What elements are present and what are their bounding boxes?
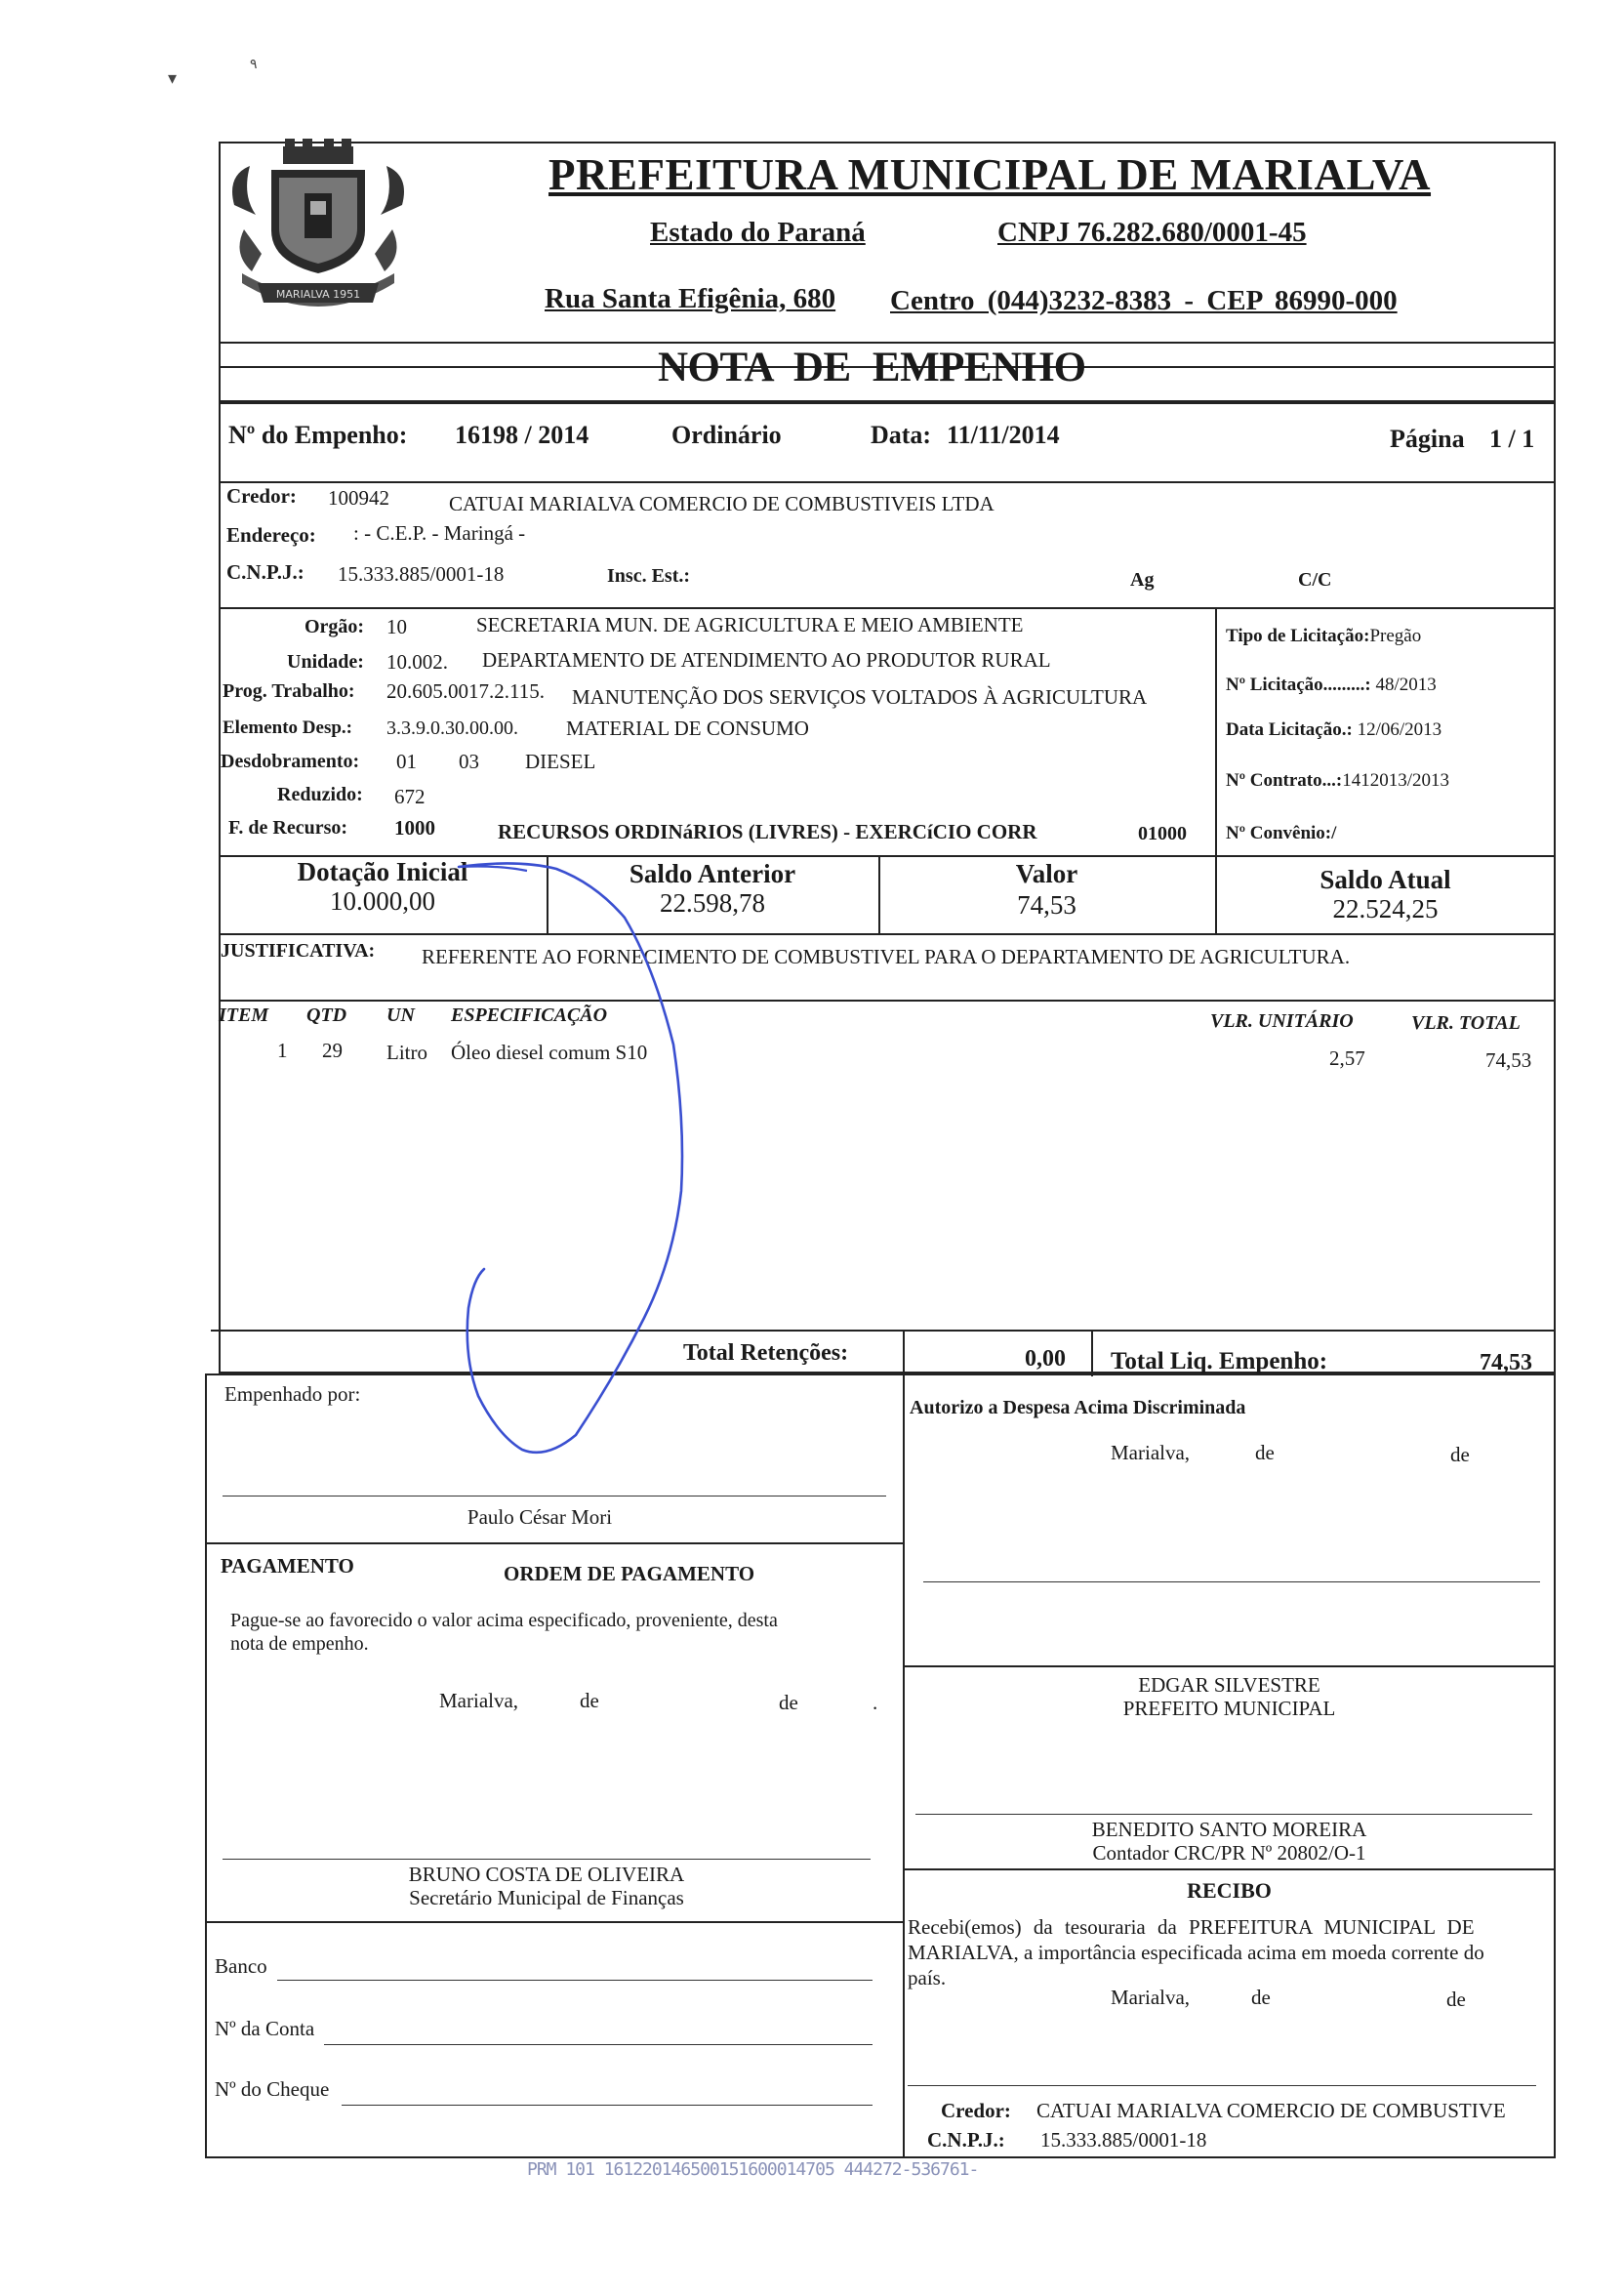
item-number: 1 xyxy=(277,1039,288,1062)
reduzido-code: 672 xyxy=(394,785,426,808)
recibo-signature-line xyxy=(908,2085,1536,2086)
fonte-recurso-code: 1000 xyxy=(394,816,435,840)
desdobramento-code2: 03 xyxy=(459,750,479,773)
empenhado-name: Paulo César Mori xyxy=(467,1505,613,1529)
agency-label: Ag xyxy=(1130,569,1155,591)
prog-trabalho-code: 20.605.0017.2.115. xyxy=(386,679,545,703)
municipality-cnpj: CNPJ 76.282.680/0001-45 xyxy=(997,217,1307,248)
secretary-signature-line xyxy=(223,1859,871,1860)
mayor-signature-line xyxy=(923,1581,1540,1582)
autorizo-city: Marialva, xyxy=(1111,1441,1191,1464)
secretary-title: Secretário Municipal de Finanças xyxy=(409,1886,684,1909)
elemento-label: Elemento Desp.: xyxy=(223,718,352,738)
banco-label: Banco xyxy=(215,1954,267,1978)
col-header-qtd: QTD xyxy=(306,1004,347,1026)
municipality-title: PREFEITURA MUNICIPAL DE MARIALVA xyxy=(548,150,1432,199)
saldo-anterior-label: Saldo Anterior xyxy=(629,859,796,888)
scan-mark: ٩ xyxy=(250,57,258,72)
elemento-desc: MATERIAL DE CONSUMO xyxy=(566,717,809,740)
recibo-de-2: de xyxy=(1446,1988,1466,2011)
state-name: Estado do Paraná xyxy=(650,217,866,248)
orgao-label: Orgão: xyxy=(304,616,365,637)
data-licitacao-label: Data Licitação.: 12/06/2013 xyxy=(1226,719,1442,740)
desdobramento-desc: DIESEL xyxy=(525,750,596,773)
pagamento-label: PAGAMENTO xyxy=(221,1554,354,1578)
credor-name: CATUAI MARIALVA COMERCIO DE COMBUSTIVEIS LTDA xyxy=(449,492,995,515)
empenhado-label: Empenhado por: xyxy=(224,1382,361,1406)
document-title: NOTA DE EMPENHO xyxy=(658,345,1086,390)
account-label: C/C xyxy=(1298,569,1332,591)
contrato-label: Nº Contrato...:1412013/2013 xyxy=(1226,770,1449,791)
fonte-recurso-label: F. de Recurso: xyxy=(228,817,348,839)
convenio-label: Nº Convênio:/ xyxy=(1226,823,1337,843)
processing-stamp: PRM 101 161220146500151600014705 444272-536761- xyxy=(527,2159,979,2180)
data-licitacao: 12/06/2013 xyxy=(1357,719,1442,740)
total-retencoes-value: 0,00 xyxy=(1025,1346,1066,1372)
credor-cnpj: 15.333.885/0001-18 xyxy=(338,562,505,586)
item-un: Litro xyxy=(386,1041,427,1064)
recibo-line-2: MARIALVA, a importância especificada acima em moeda corrente do xyxy=(908,1941,1484,1964)
justificativa-label: JUSTIFICATIVA: xyxy=(221,940,376,962)
total-liq-value: 74,53 xyxy=(1480,1350,1532,1375)
divider xyxy=(219,481,1556,483)
pagamento-de-2: de xyxy=(779,1691,798,1714)
item-especificacao: Óleo diesel comum S10 xyxy=(451,1041,648,1064)
divider xyxy=(219,1000,1556,1002)
empenho-number: 16198 / 2014 xyxy=(455,421,589,449)
svg-text:MARIALVA 1951: MARIALVA 1951 xyxy=(275,288,361,301)
banco-line xyxy=(277,1980,873,1981)
divider xyxy=(903,1868,1556,1870)
divider xyxy=(1215,607,1217,855)
address-rest: Centro (044)3232-8383 - CEP 86990-000 xyxy=(890,285,1398,316)
divider xyxy=(219,933,1556,935)
num-licitacao-label: Nº Licitação.........: 48/2013 xyxy=(1226,675,1437,695)
empenho-date: 11/11/2014 xyxy=(947,421,1060,449)
scan-mark: ▾ xyxy=(168,68,178,89)
divider xyxy=(205,1542,903,1544)
accountant-signature-line xyxy=(915,1814,1532,1815)
col-header-especificacao: ESPECIFICAÇÃO xyxy=(451,1004,608,1026)
saldo-atual-value: 22.524,25 xyxy=(1332,894,1439,923)
justificativa-text: REFERENTE AO FORNECIMENTO DE COMBUSTIVEL PARA O DEPARTAMENTO DE AGRICULTURA. xyxy=(422,945,1351,968)
recibo-credor-label: Credor: xyxy=(941,2099,1011,2122)
col-header-un: UN xyxy=(386,1004,415,1026)
secretary-name: BRUNO COSTA DE OLIVEIRA xyxy=(408,1863,685,1886)
divider xyxy=(205,1921,903,1923)
recibo-city: Marialva, xyxy=(1111,1986,1191,2009)
dotacao-inicial-label: Dotação Inicial xyxy=(297,857,468,886)
handwritten-signature xyxy=(429,849,742,1474)
mayor-name: EDGAR SILVESTRE xyxy=(1138,1673,1320,1697)
recibo-cnpj-label: C.N.P.J.: xyxy=(927,2128,1005,2152)
fonte-recurso-desc: RECURSOS ORDINáRIOS (LIVRES) - EXERCíCIO CORR xyxy=(498,820,1037,843)
unidade-label: Unidade: xyxy=(287,651,364,673)
col-header-item: ITEM xyxy=(219,1004,269,1026)
saldo-atual-label: Saldo Atual xyxy=(1320,865,1451,894)
desdobramento-code1: 01 xyxy=(396,750,417,773)
pagamento-text-2: nota de empenho. xyxy=(230,1633,369,1655)
col-header-vlr-unitario: VLR. UNITÁRIO xyxy=(1210,1010,1354,1032)
cheque-label: Nº do Cheque xyxy=(215,2077,330,2101)
item-vlr-unitario: 2,57 xyxy=(1329,1046,1365,1070)
coat-of-arms-logo xyxy=(223,137,414,332)
pagamento-dot: . xyxy=(873,1691,878,1714)
divider xyxy=(903,1330,905,1376)
unidade-desc: DEPARTAMENTO DE ATENDIMENTO AO PRODUTOR RURAL xyxy=(482,648,1051,672)
autorizo-label: Autorizo a Despesa Acima Discriminada xyxy=(910,1397,1246,1418)
page-label: Página xyxy=(1390,425,1465,453)
total-liq-label: Total Liq. Empenho: xyxy=(1111,1348,1328,1374)
endereco-label: Endereço: xyxy=(226,523,316,547)
pagamento-city: Marialva, xyxy=(439,1689,519,1712)
divider xyxy=(219,607,1556,609)
col-header-vlr-total: VLR. TOTAL xyxy=(1411,1012,1521,1034)
cheque-line xyxy=(342,2105,873,2106)
accountant-name: BENEDITO SANTO MOREIRA xyxy=(1091,1818,1367,1841)
tipo-licitacao-label: Tipo de Licitação:Pregão xyxy=(1226,626,1422,646)
total-retencoes-label: Total Retenções: xyxy=(683,1340,849,1366)
recibo-line-3: país. xyxy=(908,1966,947,1989)
divider xyxy=(1091,1330,1093,1376)
elemento-code: 3.3.9.0.30.00.00. xyxy=(386,718,518,739)
divider xyxy=(903,1665,1556,1667)
contrato-number: 1412013/2013 xyxy=(1342,770,1449,791)
recibo-label: RECIBO xyxy=(1187,1878,1272,1903)
recibo-credor-name: CATUAI MARIALVA COMERCIO DE COMBUSTIVE xyxy=(1036,2099,1506,2122)
item-vlr-total: 74,53 xyxy=(1485,1048,1532,1072)
conta-label: Nº da Conta xyxy=(215,2017,315,2040)
street-address: Rua Santa Efigênia, 680 xyxy=(545,283,836,314)
item-qtd: 29 xyxy=(322,1039,343,1062)
dotacao-inicial-value: 10.000,00 xyxy=(330,886,435,916)
valor-value: 74,53 xyxy=(1017,890,1076,920)
credor-cnpj-label: C.N.P.J.: xyxy=(226,560,304,584)
credor-code: 100942 xyxy=(328,486,389,510)
recibo-cnpj: 15.333.885/0001-18 xyxy=(1040,2128,1207,2152)
mayor-title: PREFEITO MUNICIPAL xyxy=(1122,1697,1336,1720)
conta-line xyxy=(324,2044,873,2045)
empenho-number-label: Nº do Empenho: xyxy=(228,421,408,449)
num-licitacao: 48/2013 xyxy=(1375,675,1437,695)
prog-trabalho-desc: MANUTENÇÃO DOS SERVIÇOS VOLTADOS À AGRICULTURA xyxy=(572,685,1148,709)
insc-est-label: Insc. Est.: xyxy=(607,565,691,587)
tipo-licitacao: Pregão xyxy=(1369,626,1422,646)
page-number: 1 / 1 xyxy=(1489,425,1535,453)
fonte-recurso-num: 01000 xyxy=(1138,823,1187,844)
autorizo-de-1: de xyxy=(1255,1441,1275,1464)
recibo-line-1: Recebi(emos) da tesouraria da PREFEITURA MUNICIPAL DE xyxy=(908,1915,1475,1939)
unidade-code: 10.002. xyxy=(386,650,448,674)
pagamento-text-1: Pague-se ao favorecido o valor acima especificado, proveniente, desta xyxy=(230,1610,778,1631)
empenho-date-label: Data: xyxy=(871,421,932,449)
divider xyxy=(903,1374,905,2158)
endereco-value: : - C.E.P. - Maringá - xyxy=(353,521,526,545)
credor-label: Credor: xyxy=(226,484,297,508)
desdobramento-label: Desdobramento: xyxy=(221,751,360,772)
divider xyxy=(211,1330,1556,1332)
valor-label: Valor xyxy=(1015,859,1078,888)
empenho-type: Ordinário xyxy=(671,421,782,449)
autorizo-de-2: de xyxy=(1450,1443,1470,1466)
orgao-code: 10 xyxy=(386,615,407,638)
ordem-pagamento: ORDEM DE PAGAMENTO xyxy=(504,1562,755,1585)
recibo-de-1: de xyxy=(1251,1986,1271,2009)
lower-frame xyxy=(205,1374,1556,2158)
saldo-anterior-value: 22.598,78 xyxy=(660,888,765,918)
prog-trabalho-label: Prog. Trabalho: xyxy=(223,680,355,702)
pagamento-de-1: de xyxy=(580,1689,599,1712)
orgao-desc: SECRETARIA MUN. DE AGRICULTURA E MEIO AMBIENTE xyxy=(476,613,1024,636)
accountant-title: Contador CRC/PR Nº 20802/O-1 xyxy=(1092,1841,1366,1865)
reduzido-label: Reduzido: xyxy=(277,784,363,805)
